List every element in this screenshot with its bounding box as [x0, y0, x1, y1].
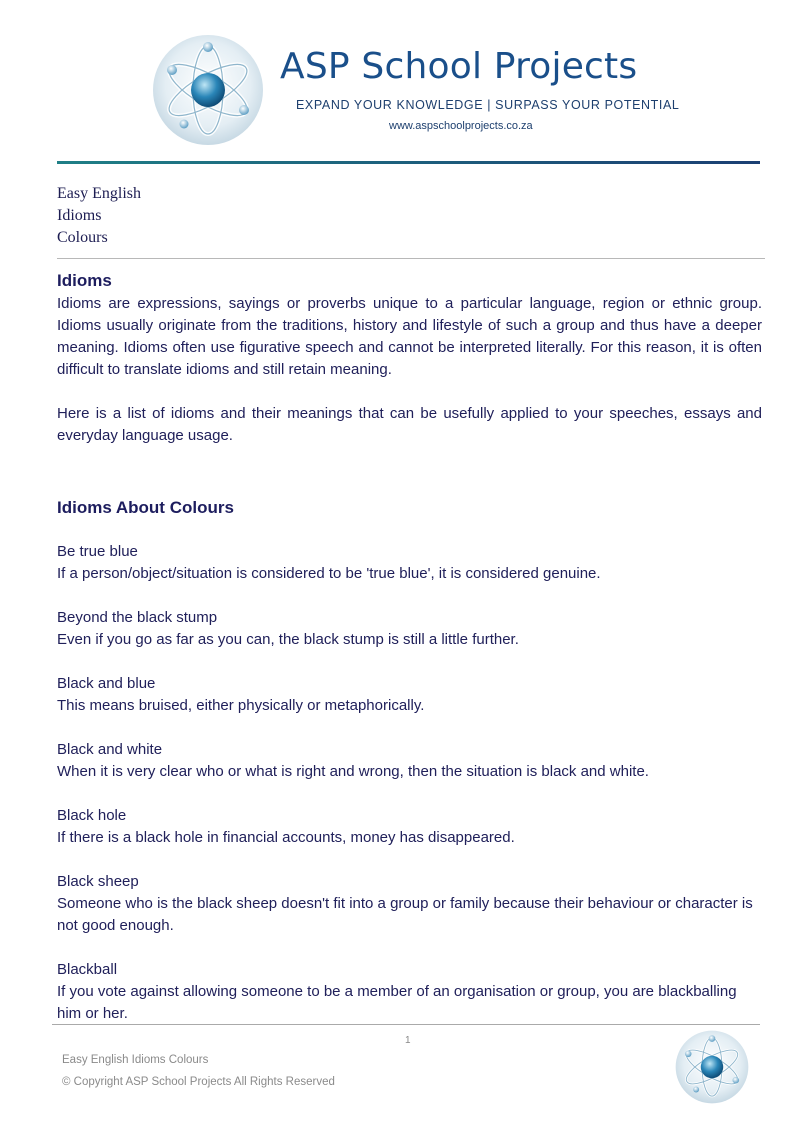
breadcrumb-item: Easy English	[57, 185, 141, 202]
idiom-meaning: This means bruised, either physically or metaphorically.	[57, 697, 425, 714]
breadcrumb-item: Colours	[57, 229, 108, 246]
header-divider	[57, 161, 760, 164]
idiom-entry	[57, 673, 762, 717]
idiom-entry	[57, 739, 762, 783]
breadcrumb	[57, 183, 141, 249]
document-body	[57, 270, 762, 1047]
idiom-term: Blackball	[57, 961, 118, 978]
atom-logo	[152, 34, 264, 146]
breadcrumb-item: Idioms	[57, 207, 102, 224]
idiom-meaning: When it is very clear who or what is right and wrong, then the situation is black and white.	[57, 763, 649, 780]
idiom-entry	[57, 959, 762, 1025]
page-number: 1	[405, 1035, 411, 1046]
intro-paragraph: Idioms are expressions, sayings or proverbs unique to a particular language, region or ethnic group. Idioms usually originate from the traditions, history and lifestyle of such a group and thus have a deeper meaning. Idioms often use figurative speech and cannot be interpreted literally. For this reason, it is often difficult to translate idioms and still retain meaning.	[57, 295, 762, 378]
footer-divider	[52, 1024, 760, 1025]
idiom-entry	[57, 871, 762, 937]
footer-doc-title: Easy English Idioms Colours	[62, 1054, 209, 1066]
intro-paragraph: Here is a list of idioms and their meanings that can be usefully applied to your speeches, essays and everyday language usage.	[57, 405, 762, 444]
idiom-term: Black hole	[57, 807, 127, 824]
intro-heading: Idioms	[57, 271, 112, 290]
idiom-meaning: If you vote against allowing someone to be a member of an organisation or group, you are blackballing him or her.	[57, 983, 737, 1022]
idiom-meaning: Someone who is the black sheep doesn't fit into a group or family because their behaviour or character is not good enough.	[57, 895, 753, 934]
idiom-meaning: Even if you go as far as you can, the black stump is still a little further.	[57, 631, 519, 648]
brand-url[interactable]: www.aspschoolprojects.co.za	[389, 120, 533, 132]
idiom-entry	[57, 607, 762, 651]
idiom-term: Black and white	[57, 741, 163, 758]
idiom-entry	[57, 541, 762, 585]
brand-tagline: EXPAND YOUR KNOWLEDGE | SURPASS YOUR POTENTIAL	[296, 98, 680, 112]
idiom-meaning: If a person/object/situation is considered to be 'true blue', it is considered genuine.	[57, 565, 601, 582]
atom-logo-small	[675, 1030, 749, 1104]
idiom-meaning: If there is a black hole in financial accounts, money has disappeared.	[57, 829, 515, 846]
brand-title: ASP School Projects	[280, 46, 638, 87]
idiom-entry	[57, 805, 762, 849]
idiom-term: Be true blue	[57, 543, 138, 560]
idiom-term: Black sheep	[57, 873, 139, 890]
footer-copyright: © Copyright ASP School Projects All Rights Reserved	[62, 1076, 335, 1088]
idiom-term: Black and blue	[57, 675, 156, 692]
breadcrumb-divider	[57, 258, 765, 259]
idiom-term: Beyond the black stump	[57, 609, 218, 626]
section-heading: Idioms About Colours	[57, 498, 234, 517]
